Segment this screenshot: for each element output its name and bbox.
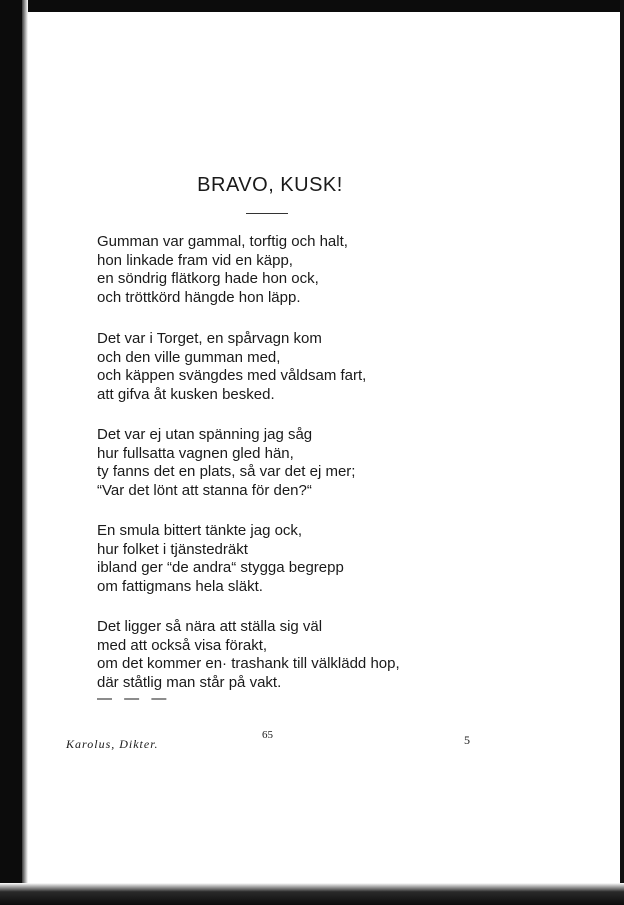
- scan-edge-top: [0, 0, 624, 12]
- sheet-number: 5: [464, 733, 470, 747]
- poem-line: att gifva åt kusken besked.: [97, 385, 275, 403]
- poem-line: och käppen svängdes med våldsam fart,: [97, 367, 367, 384]
- poem-line: hon linkade fram vid en käpp,: [97, 251, 293, 269]
- poem-line: med att också visa förakt,: [97, 636, 268, 654]
- poem-line: och tröttkörd hängde hon läpp.: [97, 288, 301, 306]
- stanza: [97, 522, 517, 596]
- poem-body: [97, 233, 517, 714]
- stanza: [97, 233, 517, 307]
- scan-edge-bottom: [0, 883, 624, 905]
- stanza: [97, 330, 517, 404]
- stanza: [97, 618, 517, 692]
- poem-line: ty fanns det en plats, så var det ej mer;: [97, 463, 356, 480]
- poem-line: Det var ej utan spänning jag såg: [97, 426, 313, 443]
- stanza: [97, 426, 517, 500]
- poem-end-mark: — — —: [97, 690, 171, 707]
- title-divider: [246, 213, 288, 214]
- page-number: 65: [262, 729, 273, 741]
- poem-line: och den ville gumman med,: [97, 348, 281, 366]
- scan-edge-shadow: [22, 0, 28, 905]
- scan-edge-right: [620, 0, 624, 905]
- poem-line: Gumman var gammal, torftig och halt,: [97, 233, 348, 250]
- poem-line: om det kommer en· trashank till välklädd hop,: [97, 655, 400, 672]
- poem-line: om fattigmans hela släkt.: [97, 577, 263, 595]
- scan-edge-left: [0, 0, 22, 905]
- poem-line: en söndrig flätkorg hade hon ock,: [97, 270, 319, 287]
- poem-line: En smula bittert tänkte jag ock,: [97, 522, 303, 539]
- poem-line: Det var i Torget, en spårvagn kom: [97, 330, 322, 347]
- poem-line: ibland ger “de andra“ stygga begrepp: [97, 559, 344, 576]
- poem-line: “Var det lönt att stanna för den?“: [97, 481, 312, 499]
- poem-line: där ståtlig man står på vakt.: [97, 673, 282, 691]
- poem-line: Det ligger så nära att ställa sig väl: [97, 618, 323, 635]
- footer-signature: Karolus, Dikter.: [66, 737, 159, 751]
- poem-title: BRAVO, KUSK!: [197, 174, 343, 196]
- poem-line: hur fullsatta vagnen gled hän,: [97, 444, 294, 462]
- poem-line: hur folket i tjänstedräkt: [97, 540, 248, 558]
